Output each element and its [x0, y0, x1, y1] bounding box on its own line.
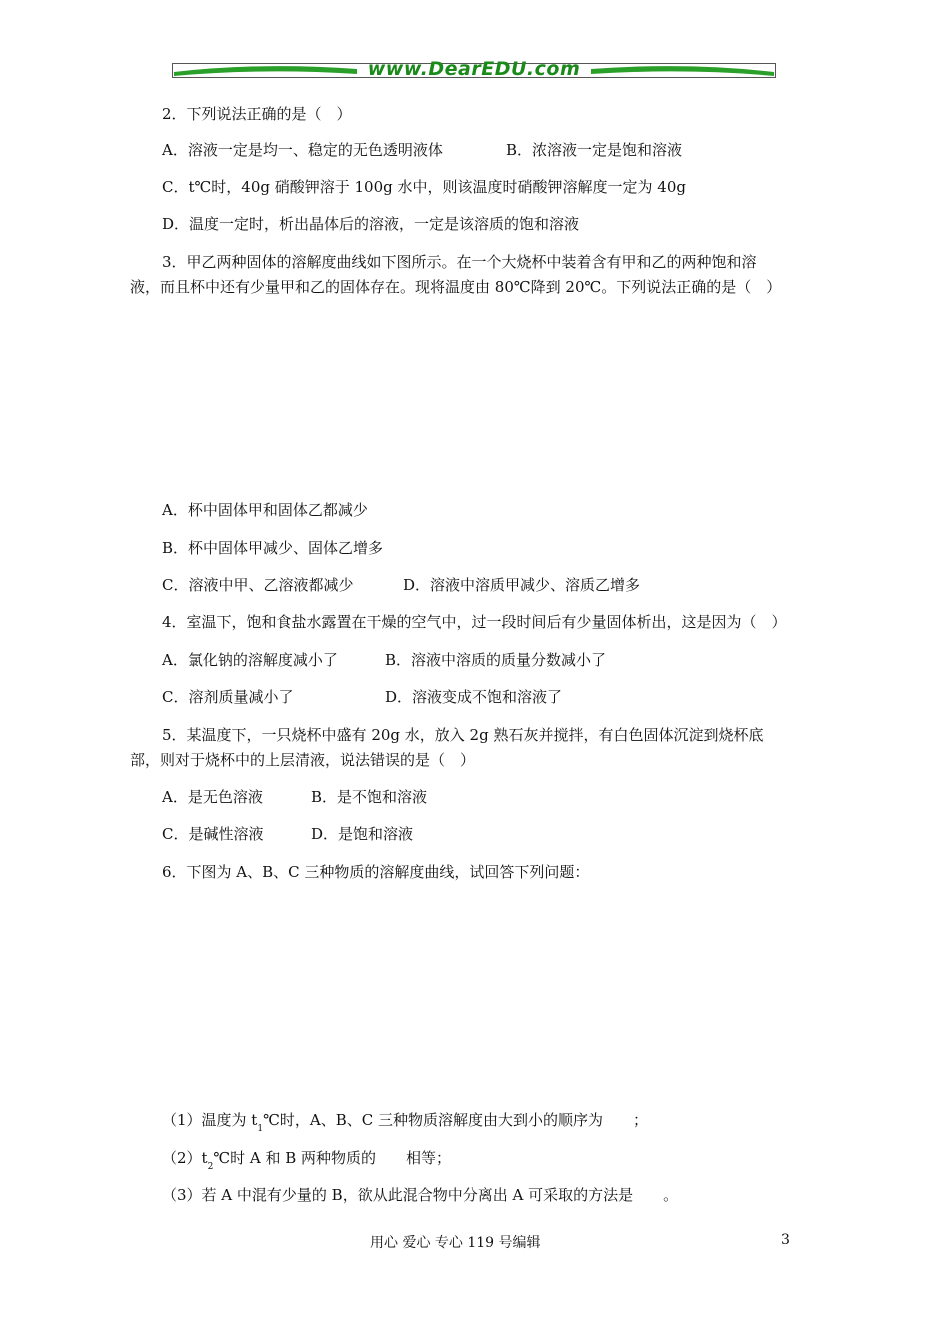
q6-part3: （3）若 A 中混有少量的 B，欲从此混合物中分离出 A 可采取的方法是 。 — [162, 1186, 679, 1204]
q5-stem-line1: 5．某温度下，一只烧杯中盛有 20g 水，放入 2g 熟石灰并搅拌，有白色固体沉淀到烧杯底 — [162, 726, 764, 744]
q3-stem-line2: 液，而且杯中还有少量甲和乙的固体存在。现将温度由 80℃降到 20℃。下列说法正确的是（ ） — [130, 278, 782, 296]
q2-stem: 2．下列说法正确的是（ ） — [162, 105, 352, 123]
q2-option-a: A．溶液一定是均一、稳定的无色透明液体 — [162, 141, 443, 159]
q6-part2-rest: ℃时 A 和 B 两种物质的 相等； — [213, 1149, 452, 1167]
q4-option-d: D．溶液变成不饱和溶液了 — [385, 688, 563, 706]
banner-text: www.DearEDU.com — [367, 58, 581, 80]
q6-part1-lead: （1）温度为 t — [162, 1111, 258, 1129]
page-number: 3 — [781, 1232, 790, 1248]
q6-part2 — [162, 1148, 451, 1171]
q5-option-a: A．是无色溶液 — [162, 788, 263, 806]
q4-option-b: B．溶液中溶质的质量分数减小了 — [385, 651, 607, 669]
q4-stem: 4．室温下，饱和食盐水露置在干燥的空气中，过一段时间后有少量固体析出，这是因为（ ） — [162, 613, 787, 631]
q3-stem-line1: 3．甲乙两种固体的溶解度曲线如下图所示。在一个大烧杯中装着含有甲和乙的两种饱和溶 — [162, 253, 757, 271]
q5-option-c: C．是碱性溶液 — [162, 825, 264, 843]
q6-part1-subscript: 1 — [257, 1124, 264, 1134]
q6-stem: 6．下图为 A、B、C 三种物质的溶解度曲线，试回答下列问题： — [162, 863, 590, 881]
q3-option-b: B．杯中固体甲减少、固体乙增多 — [162, 539, 384, 557]
q6-part2-subscript: 2 — [207, 1162, 214, 1172]
q4-option-c: C．溶剂质量减小了 — [162, 688, 294, 706]
q5-option-b: B．是不饱和溶液 — [311, 788, 428, 806]
q6-part1-rest: ℃时，A、B、C 三种物质溶解度由大到小的顺序为 ； — [263, 1111, 648, 1129]
q3-option-a: A．杯中固体甲和固体乙都减少 — [162, 501, 368, 519]
q3-option-c: C．溶液中甲、乙溶液都减少 — [162, 576, 354, 594]
q2-option-d: D．温度一定时，析出晶体后的溶液，一定是该溶质的饱和溶液 — [162, 215, 580, 233]
q5-stem-line2: 部，则对于烧杯中的上层清液，说法错误的是（ ） — [130, 751, 476, 769]
q5-option-d: D．是饱和溶液 — [311, 825, 414, 843]
q4-option-a: A．氯化钠的溶解度减小了 — [162, 651, 338, 669]
q6-part2-lead: （2）t — [162, 1149, 208, 1167]
q3-option-d: D．溶液中溶质甲减少、溶质乙增多 — [403, 576, 641, 594]
q2-option-c: C．t℃时，40g 硝酸钾溶于 100g 水中，则该温度时硝酸钾溶解度一定为 40g — [162, 178, 686, 196]
q2-option-b: B．浓溶液一定是饱和溶液 — [506, 141, 683, 159]
footer-text: 用心 爱心 专心 119 号编辑 — [370, 1235, 541, 1251]
header-banner — [172, 60, 776, 80]
q6-part1 — [162, 1110, 648, 1133]
